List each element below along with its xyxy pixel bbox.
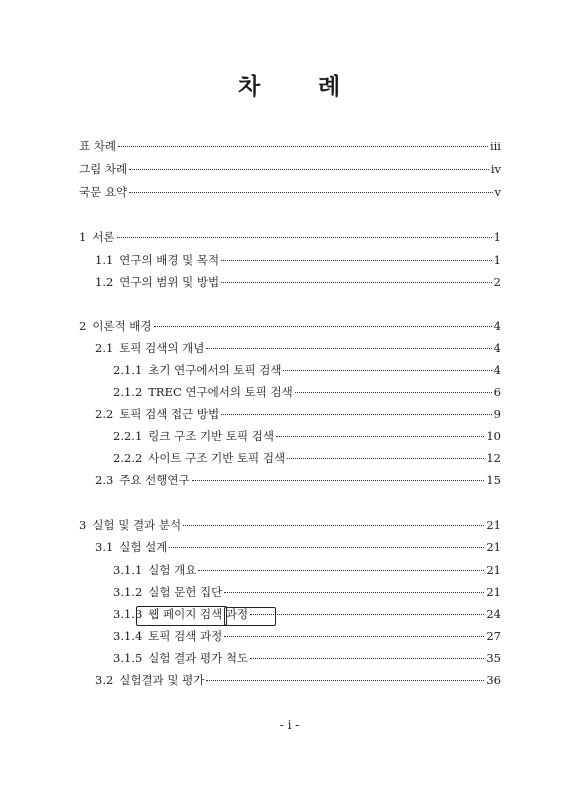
dot-leader	[295, 392, 492, 393]
toc-entry-page: 4	[493, 319, 501, 333]
page-title-part-2: 례	[318, 73, 341, 100]
toc-entry-label: 연구의 배경 및 목적	[119, 253, 220, 267]
dot-leader	[287, 458, 484, 459]
page-footer: - i -	[279, 718, 300, 732]
toc-entry-label: 실험 문헌 집단	[148, 585, 223, 599]
toc-entry-number: 2.1	[95, 341, 114, 355]
dot-leader	[250, 614, 484, 615]
toc-entry-page: 24	[486, 607, 501, 621]
toc-entry-page: 15	[486, 473, 501, 487]
toc-entry-label: 토픽 검색 접근 방법	[119, 407, 220, 421]
toc-entry-label: 연구의 범위 및 방법	[119, 275, 220, 289]
dot-leader	[117, 237, 492, 238]
toc-entry-page: 21	[486, 585, 501, 599]
toc-entry-page: 21	[486, 563, 501, 577]
dot-leader	[206, 348, 491, 349]
toc-entry-number: 2.1.2	[113, 385, 143, 399]
toc-entry-number: 3.1.4	[113, 629, 143, 643]
toc-entry-page: 36	[486, 673, 501, 687]
page-title-part-1: 차	[238, 73, 261, 100]
dot-leader	[129, 192, 492, 193]
toc-entry-number: 2.2.1	[113, 429, 143, 443]
toc-entry-number: 1	[79, 230, 87, 244]
toc-entry-label: 표 차례	[79, 139, 116, 153]
toc-entry	[79, 229, 501, 245]
toc-entry-number: 3.1	[95, 540, 114, 554]
handwritten-box-web-page	[136, 606, 227, 626]
toc-entry-label: 주요 선행연구	[119, 473, 190, 487]
toc-entry	[79, 517, 501, 533]
toc-entry-label: 토픽 검색의 개념	[119, 341, 205, 355]
toc-entry	[113, 450, 501, 466]
toc-entry-number: 3.2	[95, 673, 114, 687]
toc-entry-page: 4	[493, 341, 501, 355]
toc-entry-page: 2	[493, 275, 501, 289]
toc-entry	[113, 362, 501, 378]
dot-leader	[224, 636, 484, 637]
dot-leader	[221, 282, 492, 283]
toc-entry-page: 12	[486, 451, 501, 465]
toc-entry-number: 3.1.3	[113, 607, 143, 621]
dot-leader	[221, 260, 492, 261]
toc-entry-number: 3	[79, 518, 87, 532]
toc-entry-page: 10	[486, 429, 501, 443]
dot-leader	[192, 480, 485, 481]
toc-entry-label: TREC 연구에서의 토픽 검색	[148, 385, 293, 399]
toc-entry-label: 서론	[92, 230, 115, 244]
dot-leader	[250, 658, 484, 659]
toc-entry-number: 2.3	[95, 473, 114, 487]
toc-entry-page: 6	[493, 385, 501, 399]
toc-entry-page: 21	[486, 518, 501, 532]
toc-entry-label: 초기 연구에서의 토픽 검색	[148, 363, 282, 377]
toc-entry-page: 4	[493, 363, 501, 377]
toc-entry	[113, 650, 501, 666]
toc-entry-label: 토픽 검색 과정	[148, 629, 223, 643]
toc-entry-label: 사이트 구조 기반 토픽 검색	[148, 451, 286, 465]
dot-leader	[118, 146, 488, 147]
toc-entry-number: 3.1.5	[113, 651, 143, 665]
toc-entry	[95, 539, 501, 555]
toc-entry-page: 9	[493, 407, 501, 421]
toc-entry-page: 35	[486, 651, 501, 665]
toc-entry	[95, 672, 501, 688]
toc-entry-label: 실험 결과 평가 척도	[148, 651, 249, 665]
dot-leader	[283, 370, 491, 371]
toc-entry-number: 3.1.2	[113, 585, 143, 599]
toc-entry-label: 실험결과 및 평가	[119, 673, 205, 687]
toc-entry-page: iii	[489, 139, 501, 153]
dot-leader	[224, 592, 484, 593]
toc-entry-page: v	[494, 185, 501, 199]
toc-entry-label: 링크 구조 기반 토픽 검색	[148, 429, 274, 443]
dot-leader	[221, 414, 492, 415]
dot-leader	[206, 680, 484, 681]
toc-entry	[79, 318, 501, 334]
dot-leader	[276, 436, 484, 437]
toc-entry	[95, 340, 501, 356]
toc-entry	[79, 184, 501, 200]
toc-entry	[113, 628, 501, 644]
toc-entry-number: 2.1.1	[113, 363, 143, 377]
toc-entry	[113, 428, 501, 444]
toc-entry-page: 1	[493, 253, 501, 267]
toc-entry-page: 1	[493, 230, 501, 244]
toc-entry-number: 2	[79, 319, 87, 333]
dot-leader	[169, 547, 484, 548]
toc-entry-label: 실험 설계	[119, 540, 168, 554]
dot-leader	[183, 525, 484, 526]
toc-entry-label: 그림 차례	[79, 162, 128, 176]
toc-entry	[95, 252, 501, 268]
toc-entry-page: iv	[490, 162, 501, 176]
toc-entry-label: 웹 페이지 검색 과정	[148, 607, 249, 621]
toc-entry	[113, 562, 501, 578]
toc-entry	[79, 138, 501, 154]
toc-entry-number: 3.1.1	[113, 563, 143, 577]
toc-entry	[113, 584, 501, 600]
toc-entry-page: 27	[486, 629, 501, 643]
toc-entry-label: 실험 및 결과 분석	[92, 518, 182, 532]
handwritten-box-search-process	[224, 607, 276, 626]
toc-entry	[95, 406, 501, 422]
toc-entry-label: 실험 개요	[148, 563, 197, 577]
toc-entry	[95, 274, 501, 290]
toc-entry-label: 국문 요약	[79, 185, 128, 199]
toc-entry	[113, 384, 501, 400]
toc-entry-page: 21	[486, 540, 501, 554]
dot-leader	[129, 169, 489, 170]
toc-entry-label: 이론적 배경	[92, 319, 152, 333]
toc-entry	[95, 472, 501, 488]
dot-leader	[198, 570, 484, 571]
toc-entry-number: 2.2	[95, 407, 114, 421]
toc-entry	[79, 161, 501, 177]
toc-entry-number: 1.1	[95, 253, 114, 267]
toc-entry-number: 1.2	[95, 275, 114, 289]
dot-leader	[154, 326, 492, 327]
toc-entry-number: 2.2.2	[113, 451, 143, 465]
